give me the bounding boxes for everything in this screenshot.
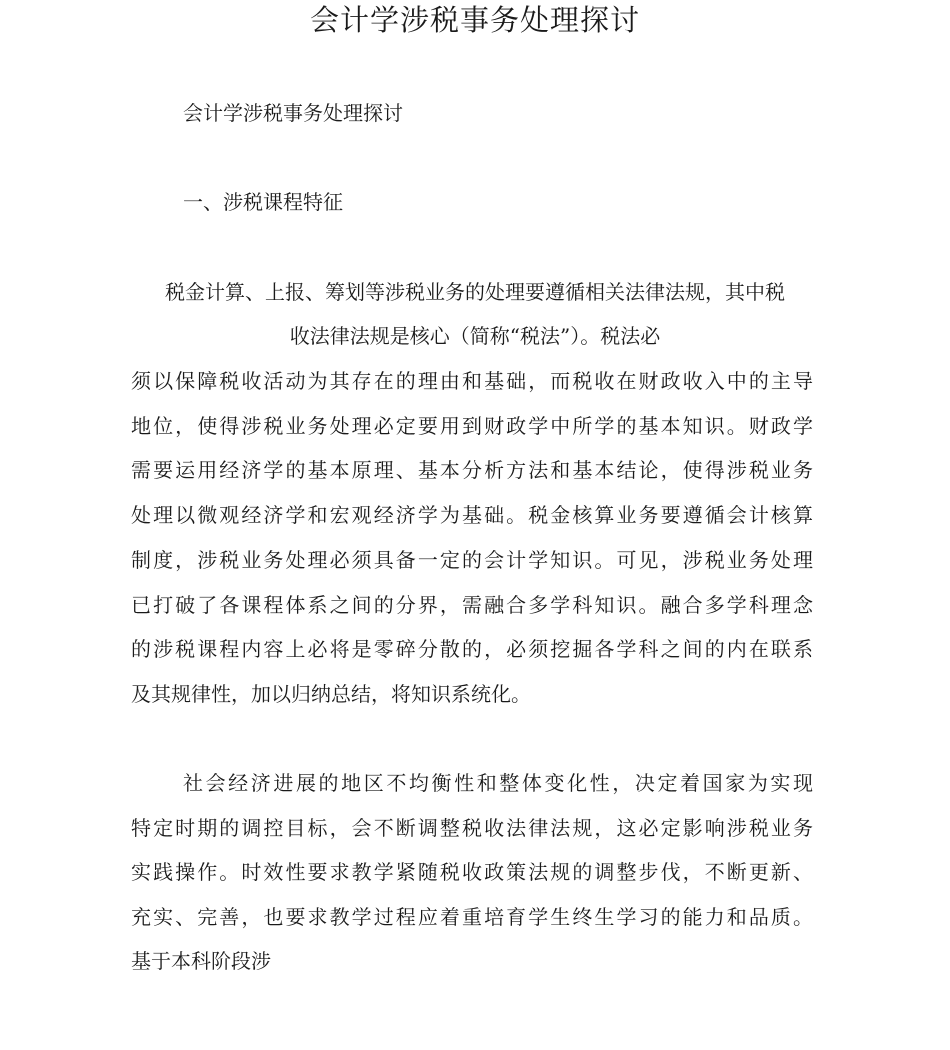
paragraph-line: 收法律法规是核心（简称“税法”）。税法必: [289, 324, 661, 348]
section-heading: 一、涉税课程特征: [183, 190, 343, 214]
paragraph-line: 须以保障税收活动为其存在的理由和基础，而税收在财政收入中的主导: [131, 369, 813, 393]
paragraph-line: 特定时期的调控目标，会不断调整税收法律法规，这必定影响涉税业务: [131, 816, 813, 840]
paragraph-line: 充实、完善，也要求教学过程应着重培育学生终生学习的能力和品质。: [131, 905, 813, 929]
paragraph-line: 地位，使得涉税业务处理必定要用到财政学中所学的基本知识。财政学: [131, 414, 813, 438]
paragraph-line: 及其规律性，加以归纳总结，将知识系统化。: [131, 682, 531, 706]
paragraph-line: 税金计算、上报、筹划等涉税业务的处理要遵循相关法律法规，其中税: [165, 280, 785, 304]
document-subtitle: 会计学涉税事务处理探讨: [183, 101, 403, 125]
paragraph-line: 已打破了各课程体系之间的分界，需融合多学科知识。融合多学科理念: [131, 593, 813, 617]
paragraph-line: 需要运用经济学的基本原理、基本分析方法和基本结论，使得涉税业务: [131, 458, 813, 482]
paragraph-line: 制度，涉税业务处理必须具备一定的会计学知识。可见，涉税业务处理: [131, 548, 813, 572]
paragraph-line: 基于本科阶段涉: [131, 949, 271, 973]
document-title: 会计学涉税事务处理探讨: [309, 3, 640, 37]
paragraph-line: 社会经济进展的地区不均衡性和整体变化性，决定着国家为实现: [183, 771, 813, 795]
paragraph-line: 处理以微观经济学和宏观经济学为基础。税金核算业务要遵循会计核算: [131, 503, 813, 527]
paragraph-line: 的涉税课程内容上必将是零碎分散的，必须挖掘各学科之间的内在联系: [131, 637, 813, 661]
paragraph-line: 实践操作。时效性要求教学紧随税收政策法规的调整步伐，不断更新、: [131, 860, 813, 884]
